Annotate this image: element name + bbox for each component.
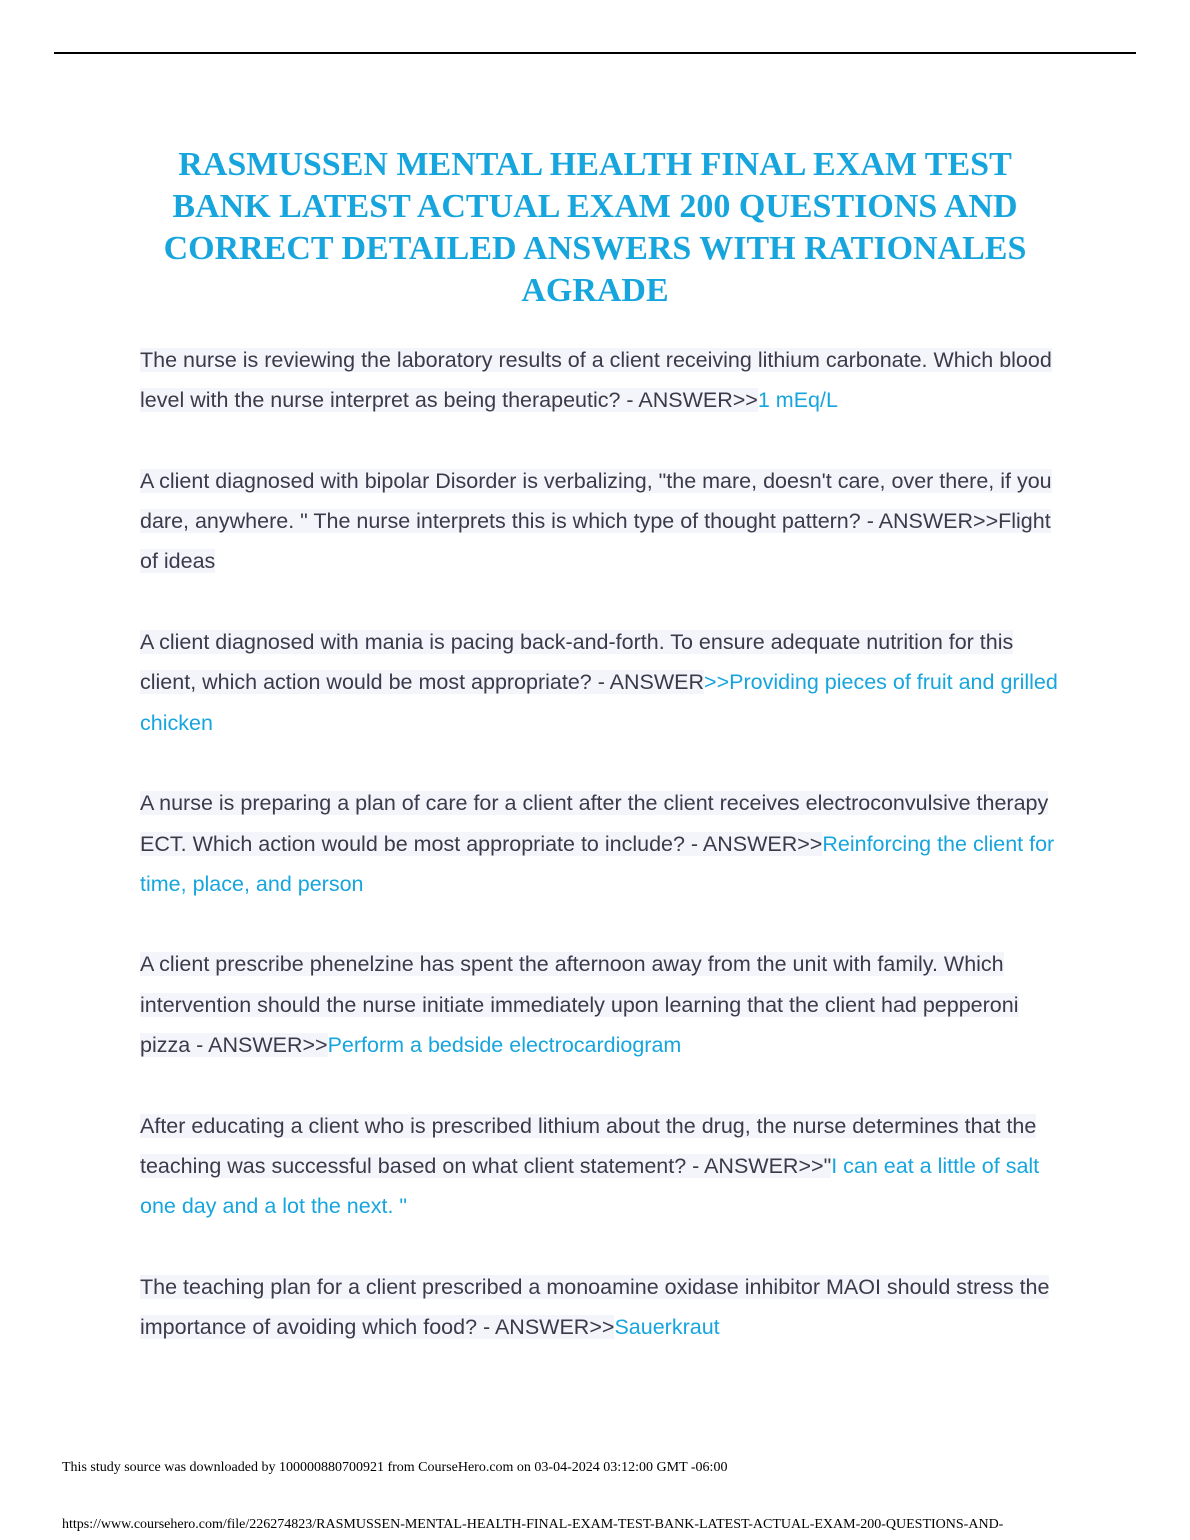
question-text: After educating a client who is prescribed lithium about the drug, the nurse determines that the teaching was successful based on what client statement? - ANSWER>>" bbox=[140, 1113, 1037, 1178]
answer-text: Perform a bedside electrocardiogram bbox=[327, 1033, 682, 1058]
qa-item-2 bbox=[140, 461, 1070, 582]
answer-text: Reinforcing the client for time, place, and person bbox=[140, 831, 1055, 896]
qa-item-3 bbox=[140, 622, 1070, 743]
qa-item-4 bbox=[140, 783, 1070, 904]
source-url[interactable]: https://www.coursehero.com/file/226274823/RASMUSSEN-MENTAL-HEALTH-FINAL-EXAM-TEST-BANK-LATEST-ACTUAL-EXAM-200-QUESTIONS-AND- bbox=[62, 1517, 1004, 1532]
qa-item-7 bbox=[140, 1267, 1070, 1348]
question-text: A client diagnosed with bipolar Disorder is verbalizing, "the mare, doesn't care, over there, if you dare, anywhere. " The nurse interprets this is which type of thought pattern? - ANSWER>>Flight of ideas bbox=[140, 468, 1052, 574]
question-text: A client diagnosed with mania is pacing back-and-forth. To ensure adequate nutrition for this client, which action would be most appropriate? - ANSWER bbox=[140, 630, 1014, 695]
answer-text: I can eat a little of salt one day and a lot the next. " bbox=[140, 1153, 1040, 1219]
question-text: A nurse is preparing a plan of care for a client after the client receives electroconvulsive therapy ECT. Which action would be most appropriate to include? - ANSWER>> bbox=[140, 791, 1049, 856]
qa-item-5 bbox=[140, 944, 1070, 1065]
source-note: This study source was downloaded by 100000880700921 from CourseHero.com on 03-04-2024 03:12:00 GMT -06:00 bbox=[62, 1460, 728, 1475]
qa-item-6 bbox=[140, 1106, 1070, 1227]
question-text: The teaching plan for a client prescribed a monoamine oxidase inhibitor MAOI should stress the importance of avoiding which food? - ANSWER>> bbox=[140, 1274, 1050, 1340]
answer-text: Sauerkraut bbox=[614, 1315, 720, 1340]
top-rule bbox=[54, 52, 1136, 54]
document-title: RASMUSSEN MENTAL HEALTH FINAL EXAM TEST BANK LATEST ACTUAL EXAM 200 QUESTIONS AND CORRECT DETAILED ANSWERS WITH RATIONALES AGRADE bbox=[163, 146, 1027, 309]
qa-item-1 bbox=[140, 340, 1070, 421]
answer-text: >>Providing pieces of fruit and grilled chicken bbox=[140, 670, 1058, 735]
question-text: A client prescribe phenelzine has spent the afternoon away from the unit with family. Which intervention should the nurse initiate immediately upon learning that the client had pepperoni pizza - ANSWER>> bbox=[140, 952, 1019, 1058]
answer-text: 1 mEq/L bbox=[757, 388, 838, 413]
qa-list bbox=[140, 340, 1070, 1388]
question-text: The nurse is reviewing the laboratory results of a client receiving lithium carbonate. Which blood level with the nurse interpret as being therapeutic? - ANSWER>> bbox=[140, 348, 1052, 413]
